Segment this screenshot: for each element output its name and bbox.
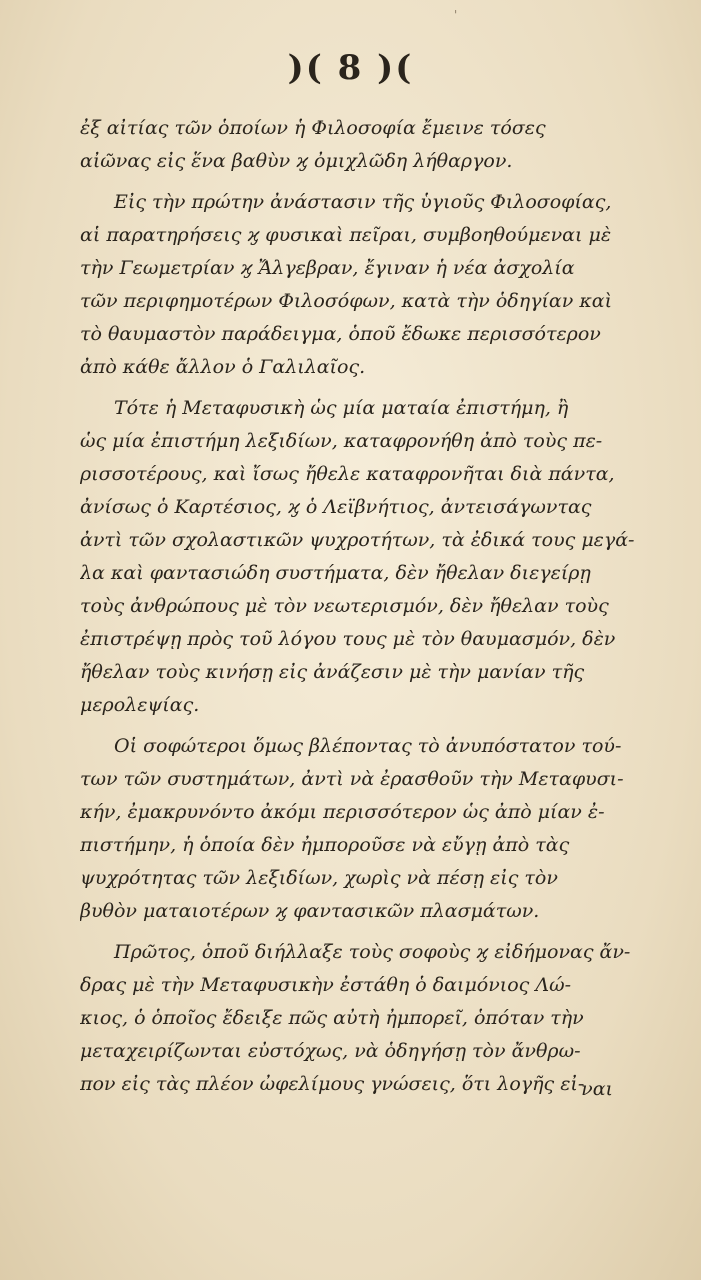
text-line: ἀπὸ κάθε ἄλλον ὁ Γαλιλαῖος. xyxy=(80,356,366,378)
text-line: πον εἰς τὰς πλέον ὠφελίμους γνώσεις, ὅτι λογῆς εἰ- xyxy=(80,1073,585,1095)
text-line: κήν, ἐμακρυνόντο ἀκόμι περισσότερον ὡς ἀπὸ μίαν ἐ- xyxy=(80,801,605,823)
text-line: αἰῶνας εἰς ἕνα βαθὺν ϗ ὀμιχλῶδη λήθαργον. xyxy=(80,150,513,172)
text-line: ὡς μία ἐπιστήμη λεξιδίων, καταφρονήθη ἀπὸ τοὺς πε- xyxy=(80,430,603,452)
paragraph xyxy=(80,936,640,1101)
text-line: Τότε ἡ Μεταφυσικὴ ὡς μία ματαία ἐπιστήμη, ἢ xyxy=(114,397,569,419)
text-line: ἐξ αἰτίας τῶν ὁποίων ἡ Φιλοσοφία ἔμεινε τόσες xyxy=(80,117,546,139)
paragraph xyxy=(80,112,640,178)
paragraph-gap xyxy=(80,722,640,730)
text-line: λα καὶ φαντασιώδη συστήματα, δὲν ἤθελαν διεγείρῃ xyxy=(80,562,591,584)
text-line: ἐπιστρέψῃ πρὸς τοῦ λόγου τους μὲ τὸν θαυμασμόν, δὲν xyxy=(80,628,616,650)
text-line: Εἰς τὴν πρώτην ἀνάστασιν τῆς ὑγιοῦς Φιλοσοφίας, xyxy=(114,191,612,213)
text-line: των τῶν συστημάτων, ἀντὶ νὰ ἐρασθοῦν τὴν Μεταφυσι- xyxy=(80,768,624,790)
text-line: ρισσοτέρους, καὶ ἴσως ἤθελε καταφρονῆται διὰ πάντα, xyxy=(80,463,615,485)
paragraph-gap xyxy=(80,384,640,392)
text-line: τῶν περιφημοτέρων Φιλοσόφων, κατὰ τὴν ὁδηγίαν καὶ xyxy=(80,290,613,312)
text-line: κιος, ὁ ὁποῖος ἔδειξε πῶς αὐτὴ ἠμπορεῖ, ὁπόταν τὴν xyxy=(80,1007,584,1029)
catchword: ναι xyxy=(581,1078,613,1100)
text-line: τὴν Γεωμετρίαν ϗ Ἄλγεβραν, ἔγιναν ἡ νέα ἀσχολία xyxy=(80,257,575,279)
paragraph xyxy=(80,730,640,928)
paragraph xyxy=(80,186,640,384)
text-line: Πρῶτος, ὁποῦ διήλλαξε τοὺς σοφοὺς ϗ εἰδήμονας ἄν- xyxy=(114,941,631,963)
paragraph-gap xyxy=(80,178,640,186)
text-line: ἀνίσως ὁ Καρτέσιος, ϗ ὁ Λεϊβνήτιος, ἀντεισάγωντας xyxy=(80,496,592,518)
text-line: μεταχειρίζωνται εὐστόχως, νὰ ὁδηγήσῃ τὸν ἄνθρω- xyxy=(80,1040,581,1062)
text-line: μερολεψίας. xyxy=(80,694,200,716)
text-line: ἀντὶ τῶν σχολαστικῶν ψυχροτήτων, τὰ ἐδικά τους μεγά- xyxy=(80,529,635,551)
body-text xyxy=(80,112,640,1101)
text-line: πιστήμην, ἡ ὁποία δὲν ἠμποροῦσε νὰ εὔγῃ ἀπὸ τὰς xyxy=(80,834,570,856)
top-mark: ' xyxy=(454,8,458,22)
text-line: βυθὸν ματαιοτέρων ϗ φαντασικῶν πλασμάτων. xyxy=(80,900,540,922)
text-line: ἤθελαν τοὺς κινήσῃ εἰς ἀνάζεσιν μὲ τὴν μανίαν τῆς xyxy=(80,661,585,683)
text-line: τοὺς ἀνθρώπους μὲ τὸν νεωτερισμόν, δὲν ἤθελαν τοὺς xyxy=(80,595,609,617)
paragraph xyxy=(80,392,640,722)
text-line: τὸ θαυμαστὸν παράδειγμα, ὁποῦ ἔδωκε περισσότερον xyxy=(80,323,601,345)
text-line: ψυχρότητας τῶν λεξιδίων, χωρὶς νὰ πέσῃ εἰς τὸν xyxy=(80,867,558,889)
text-line: αἱ παρατηρήσεις ϗ φυσικαὶ πεῖραι, συμβοηθούμεναι μὲ xyxy=(80,224,612,246)
paragraph-gap xyxy=(80,928,640,936)
text-line: δρας μὲ τὴν Μεταφυσικὴν ἐστάθη ὁ δαιμόνιος Λώ- xyxy=(80,974,571,996)
page-number: )( 8 )( xyxy=(287,48,414,88)
text-line: Οἱ σοφώτεροι ὅμως βλέποντας τὸ ἀνυπόστατον τού- xyxy=(114,735,622,757)
